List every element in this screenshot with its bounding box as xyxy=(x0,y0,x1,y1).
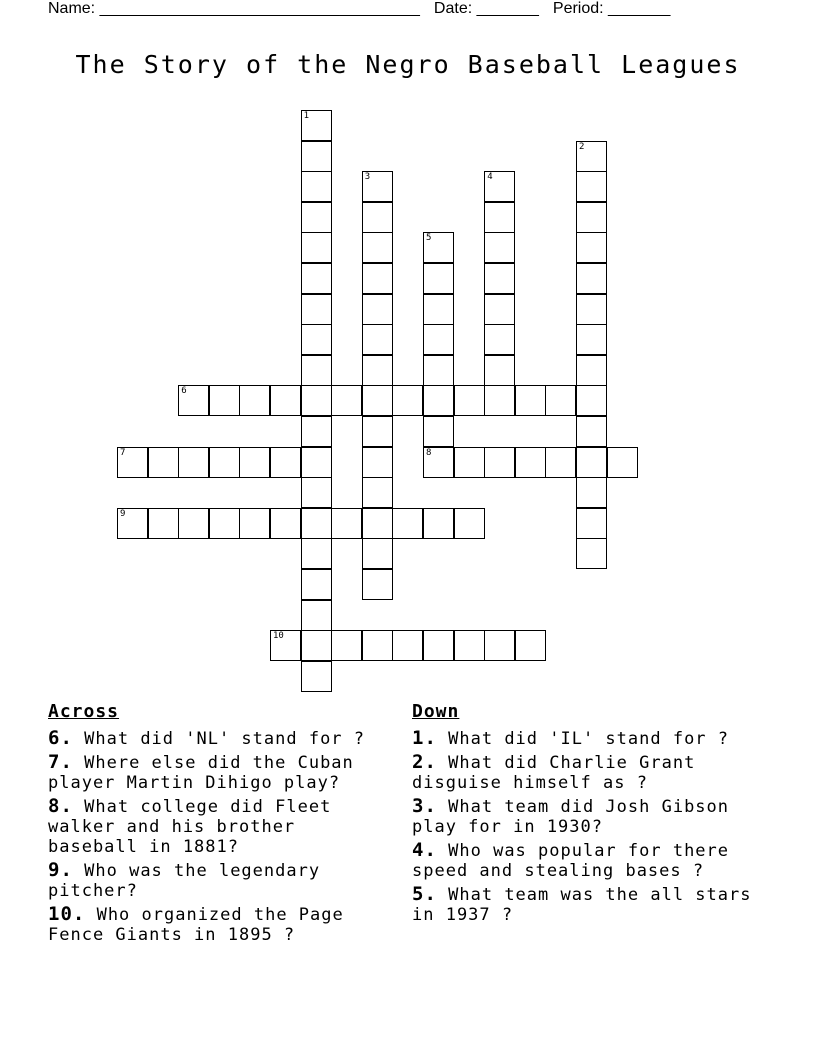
grid-cell[interactable] xyxy=(484,202,515,233)
grid-cell[interactable] xyxy=(484,324,515,355)
date-field[interactable]: Date: _______ xyxy=(433,0,539,17)
grid-cell[interactable] xyxy=(117,508,148,539)
grid-cell[interactable] xyxy=(576,324,607,355)
grid-cell[interactable] xyxy=(545,447,576,478)
clue-number: 6. xyxy=(48,727,73,749)
grid-cell[interactable] xyxy=(454,385,485,416)
grid-cell[interactable] xyxy=(423,508,454,539)
grid-cell[interactable] xyxy=(301,447,332,478)
grid-cell[interactable] xyxy=(239,447,270,478)
grid-cell[interactable] xyxy=(484,171,515,202)
cell-number: 6 xyxy=(181,386,187,397)
across-clues xyxy=(48,702,396,948)
clue-down-5 xyxy=(412,884,772,925)
grid-cell[interactable] xyxy=(301,569,332,600)
clue-across-9 xyxy=(48,860,396,901)
grid-cell[interactable] xyxy=(301,232,332,263)
grid-cell[interactable] xyxy=(362,416,393,447)
cell-number: 9 xyxy=(120,508,126,519)
grid-cell[interactable] xyxy=(301,110,332,141)
clue-number: 8. xyxy=(48,795,73,817)
grid-cell[interactable] xyxy=(576,171,607,202)
grid-cell[interactable] xyxy=(576,508,607,539)
grid-cell[interactable] xyxy=(515,630,546,661)
grid-cell[interactable] xyxy=(362,232,393,263)
clue-down-4 xyxy=(412,840,772,881)
grid-cell[interactable] xyxy=(362,202,393,233)
grid-cell[interactable] xyxy=(239,385,270,416)
grid-cell[interactable] xyxy=(423,385,454,416)
grid-cell[interactable] xyxy=(301,416,332,447)
grid-cell[interactable] xyxy=(423,232,454,263)
grid-cell[interactable] xyxy=(484,447,515,478)
grid-cell[interactable] xyxy=(454,508,485,539)
grid-cell[interactable] xyxy=(209,385,240,416)
grid-cell[interactable] xyxy=(148,447,179,478)
clue-number: 3. xyxy=(412,795,437,817)
grid-cell[interactable] xyxy=(301,385,332,416)
grid-cell[interactable] xyxy=(423,630,454,661)
cell-number: 7 xyxy=(120,447,126,458)
grid-cell[interactable] xyxy=(576,538,607,569)
cell-number: 3 xyxy=(364,172,371,183)
clue-text: Who organized the Page Fence Giants in 1895 ? xyxy=(48,905,344,945)
grid-cell[interactable] xyxy=(576,232,607,263)
clue-text: What did Charlie Grant disguise himself as ? xyxy=(412,753,696,793)
clue-down-2 xyxy=(412,752,772,793)
grid-cell[interactable] xyxy=(331,508,362,539)
cell-number: 8 xyxy=(426,447,432,458)
grid-cell[interactable] xyxy=(209,508,240,539)
clue-across-6 xyxy=(48,728,396,749)
grid-cell[interactable] xyxy=(423,324,454,355)
grid-cell[interactable] xyxy=(484,355,515,386)
grid-cell[interactable] xyxy=(301,294,332,325)
grid-cell[interactable] xyxy=(576,416,607,447)
grid-cell[interactable] xyxy=(362,355,393,386)
grid-cell[interactable] xyxy=(301,171,332,202)
clue-number: 4. xyxy=(412,839,437,861)
grid-cell[interactable] xyxy=(301,202,332,233)
grid-cell[interactable] xyxy=(117,447,148,478)
grid-cell[interactable] xyxy=(301,600,332,631)
grid-cell[interactable] xyxy=(301,477,332,508)
grid-cell[interactable] xyxy=(423,447,454,478)
grid-cell[interactable] xyxy=(301,324,332,355)
down-clues xyxy=(412,702,772,928)
grid-cell[interactable] xyxy=(178,447,209,478)
grid-cell[interactable] xyxy=(484,294,515,325)
grid-cell[interactable] xyxy=(484,263,515,294)
grid-cell[interactable] xyxy=(576,202,607,233)
grid-cell[interactable] xyxy=(362,477,393,508)
grid-cell[interactable] xyxy=(484,385,515,416)
grid-cell[interactable] xyxy=(515,385,546,416)
grid-cell[interactable] xyxy=(331,385,362,416)
cell-number: 10 xyxy=(273,631,284,642)
grid-cell[interactable] xyxy=(301,538,332,569)
grid-cell[interactable] xyxy=(301,630,332,661)
clue-number: 7. xyxy=(48,751,73,773)
clue-number: 2. xyxy=(412,751,437,773)
clue-down-3 xyxy=(412,796,772,837)
cell-number: 4 xyxy=(487,172,493,183)
grid-cell[interactable] xyxy=(362,385,393,416)
grid-cell[interactable] xyxy=(362,263,393,294)
grid-cell[interactable] xyxy=(362,171,393,202)
grid-cell[interactable] xyxy=(423,416,454,447)
grid-cell[interactable] xyxy=(576,447,607,478)
grid-cell[interactable] xyxy=(484,232,515,263)
grid-cell[interactable] xyxy=(362,508,393,539)
clue-text: What did 'NL' stand for ? xyxy=(84,729,366,749)
clue-across-8 xyxy=(48,796,396,857)
grid-cell[interactable] xyxy=(331,630,362,661)
grid-cell[interactable] xyxy=(301,355,332,386)
grid-cell[interactable] xyxy=(423,263,454,294)
grid-cell[interactable] xyxy=(515,447,546,478)
across-heading: Across xyxy=(48,701,120,722)
grid-cell[interactable] xyxy=(362,447,393,478)
grid-cell[interactable] xyxy=(607,447,638,478)
grid-cell[interactable] xyxy=(576,355,607,386)
clue-number: 9. xyxy=(48,859,73,881)
clue-text: What team did Josh Gibson play for in 1930? xyxy=(412,797,730,837)
clue-text: Who was the legendary pitcher? xyxy=(48,861,321,901)
grid-cell[interactable] xyxy=(178,508,209,539)
grid-cell[interactable] xyxy=(209,447,240,478)
grid-cell[interactable] xyxy=(423,355,454,386)
grid-cell[interactable] xyxy=(270,385,301,416)
grid-cell[interactable] xyxy=(301,141,332,172)
grid-cell[interactable] xyxy=(301,661,332,692)
clue-number: 10. xyxy=(48,903,86,925)
grid-cell[interactable] xyxy=(270,630,301,661)
grid-cell[interactable] xyxy=(576,263,607,294)
clue-across-10 xyxy=(48,904,396,945)
grid-cell[interactable] xyxy=(392,630,423,661)
down-heading: Down xyxy=(412,701,460,722)
grid-cell[interactable] xyxy=(454,630,485,661)
grid-cell[interactable] xyxy=(362,538,393,569)
period-field[interactable]: Period: _______ xyxy=(552,0,671,17)
grid-cell[interactable] xyxy=(148,508,179,539)
grid-cell[interactable] xyxy=(576,385,607,416)
grid-cell[interactable] xyxy=(545,385,576,416)
grid-cell[interactable] xyxy=(362,569,393,600)
grid-cell[interactable] xyxy=(576,294,607,325)
grid-cell[interactable] xyxy=(362,324,393,355)
clue-text: Where else did the Cuban player Martin Dihigo play? xyxy=(48,753,354,793)
clue-text: What college did Fleet walker and his brother baseball in 1881? xyxy=(48,797,332,857)
grid-cell[interactable] xyxy=(576,141,607,172)
grid-cell[interactable] xyxy=(362,294,393,325)
grid-cell[interactable] xyxy=(392,508,423,539)
clue-number: 5. xyxy=(412,883,437,905)
grid-cell[interactable] xyxy=(576,477,607,508)
clue-number: 1. xyxy=(412,727,437,749)
grid-cell[interactable] xyxy=(362,630,393,661)
name-field[interactable]: Name: ____________________________________ xyxy=(48,0,420,17)
grid-cell[interactable] xyxy=(178,385,209,416)
grid-cell[interactable] xyxy=(454,447,485,478)
grid-cell[interactable] xyxy=(484,630,515,661)
clue-text: What team was the all stars in 1937 ? xyxy=(412,885,752,925)
cell-number: 2 xyxy=(579,141,585,152)
grid-cell[interactable] xyxy=(270,508,301,539)
grid-cell[interactable] xyxy=(239,508,270,539)
grid-cell[interactable] xyxy=(301,508,332,539)
clue-text: What did 'IL' stand for ? xyxy=(448,729,730,749)
grid-cell[interactable] xyxy=(423,294,454,325)
cell-number: 5 xyxy=(426,233,432,244)
puzzle-title: The Story of the Negro Baseball Leagues xyxy=(75,50,741,79)
clue-down-1 xyxy=(412,728,772,749)
cell-number: 1 xyxy=(303,111,310,121)
grid-cell[interactable] xyxy=(270,447,301,478)
grid-cell[interactable] xyxy=(301,263,332,294)
grid-cell[interactable] xyxy=(392,385,423,416)
clue-text: Who was popular for there speed and stealing bases ? xyxy=(412,841,730,881)
clue-across-7 xyxy=(48,752,396,793)
